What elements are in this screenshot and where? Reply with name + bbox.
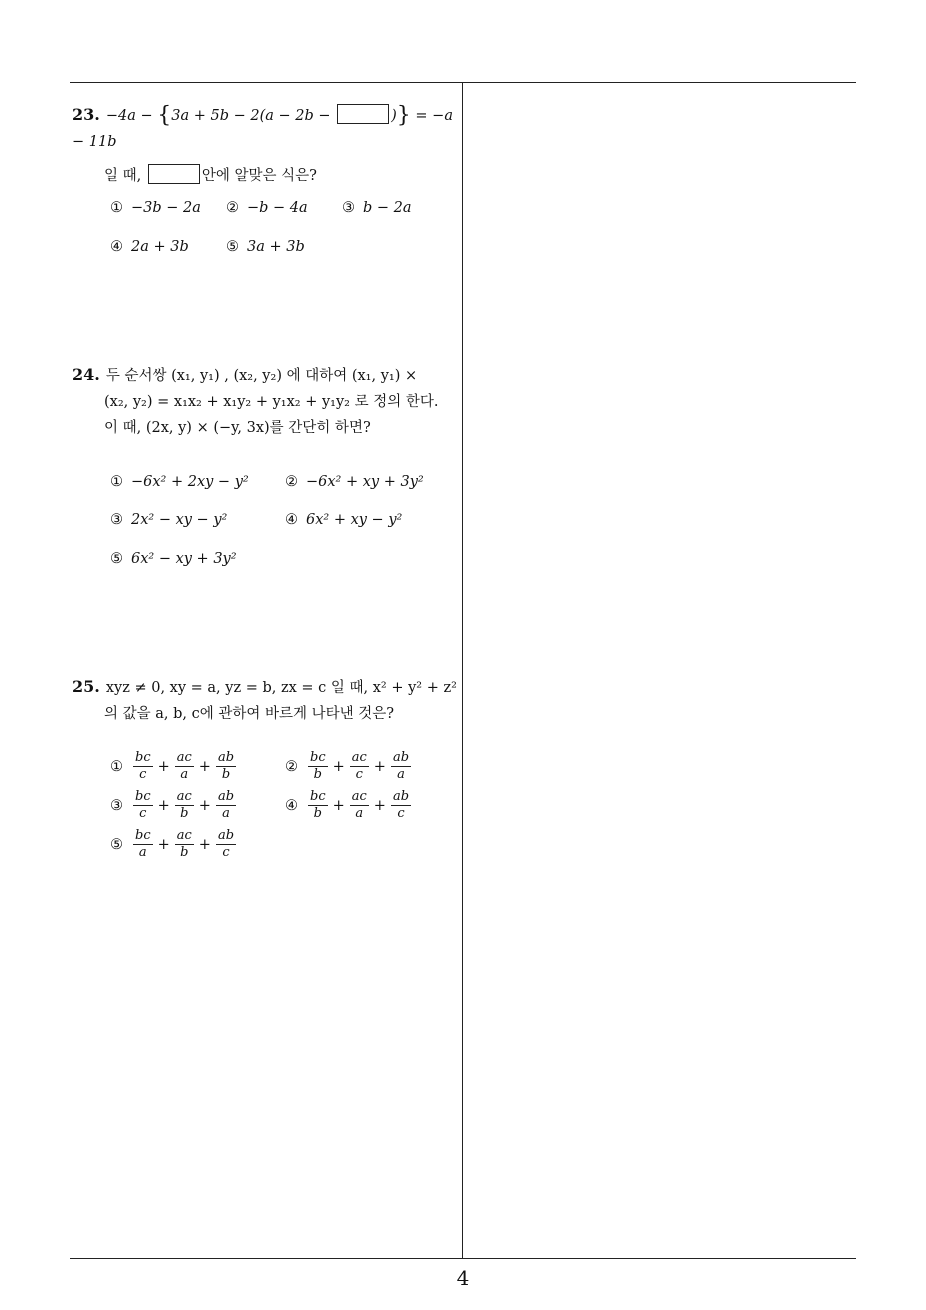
denominator: c: [222, 845, 230, 860]
fraction: [175, 750, 194, 783]
plus-sign: +: [373, 758, 386, 775]
choice-3[interactable]: [110, 789, 238, 822]
choice-mark: ③: [110, 797, 123, 814]
numerator: ac: [176, 828, 192, 843]
choice-5[interactable]: [110, 828, 238, 861]
question-24: [72, 362, 460, 441]
choice-4[interactable]: ④ 6x² + xy − y²: [285, 512, 403, 528]
denominator: c: [139, 806, 147, 821]
choice-mark: ②: [285, 758, 298, 775]
fraction: [133, 789, 153, 822]
numerator: ab: [392, 750, 410, 765]
choice-1[interactable]: ① −3b − 2a: [110, 200, 201, 216]
denominator: c: [355, 767, 363, 782]
choice-5[interactable]: ⑤ 3a + 3b: [226, 239, 305, 255]
numerator: ac: [176, 750, 192, 765]
fraction: [133, 750, 153, 783]
numerator: bc: [135, 750, 151, 765]
fraction: [308, 750, 328, 783]
fraction: [133, 828, 153, 861]
numerator: bc: [135, 828, 151, 843]
fraction: [308, 789, 328, 822]
numerator: ac: [176, 789, 192, 804]
page-number: 4: [456, 1266, 470, 1290]
plus-sign: +: [157, 758, 170, 775]
column-divider: [462, 82, 463, 1259]
numerator: ab: [217, 750, 235, 765]
fraction: [350, 750, 369, 783]
fraction: [391, 750, 411, 783]
plus-sign: +: [198, 758, 211, 775]
denominator: a: [222, 806, 230, 821]
numerator: ab: [392, 789, 410, 804]
denominator: a: [355, 806, 364, 821]
denominator: b: [221, 767, 231, 782]
fraction: [216, 828, 236, 861]
denominator: a: [138, 845, 147, 860]
question-25-line-1: 25. xyz ≠ 0, xy = a, yz = b, zx = c 일 때, x² + y² + z²: [72, 677, 457, 696]
plus-sign: +: [198, 836, 211, 853]
plus-sign: +: [373, 797, 386, 814]
numerator: ab: [217, 828, 235, 843]
fraction: [175, 789, 194, 822]
denominator: a: [397, 767, 405, 782]
plus-sign: +: [157, 797, 170, 814]
choice-4[interactable]: ④ 2a + 3b: [110, 239, 189, 255]
fraction: [216, 750, 236, 783]
bottom-rule: [70, 1258, 856, 1259]
choice-3[interactable]: ③ b − 2a: [342, 200, 412, 216]
numerator: ac: [351, 789, 367, 804]
numerator: bc: [310, 789, 326, 804]
question-23-line-1: 23. −4a − {3a + 5b − 2(a − 2b − )} = −a − 11b: [72, 103, 453, 150]
choice-1[interactable]: [110, 750, 238, 783]
numerator: ab: [217, 789, 235, 804]
plus-sign: +: [332, 797, 345, 814]
question-25: [72, 674, 460, 727]
numerator: bc: [310, 750, 326, 765]
denominator: c: [139, 767, 147, 782]
answer-blank-box: [148, 164, 200, 184]
question-23-line-2: 일 때, 안에 알맞은 식은?: [72, 163, 460, 189]
fraction: [350, 789, 369, 822]
denominator: b: [313, 806, 322, 821]
numerator: ac: [351, 750, 367, 765]
denominator: a: [180, 767, 189, 782]
choice-mark: ⑤: [110, 836, 123, 853]
question-number: 24.: [72, 365, 100, 384]
plus-sign: +: [332, 758, 345, 775]
question-23: [72, 102, 460, 189]
choice-mark: ①: [110, 758, 123, 775]
choice-4[interactable]: [285, 789, 413, 822]
denominator: b: [180, 845, 189, 860]
top-rule: [70, 82, 856, 83]
plus-sign: +: [198, 797, 211, 814]
denominator: b: [313, 767, 322, 782]
denominator: b: [180, 806, 189, 821]
question-25-line-2: 의 값을 a, b, c에 관하여 바르게 나타낸 것은?: [104, 706, 395, 722]
plus-sign: +: [157, 836, 170, 853]
denominator: c: [397, 806, 405, 821]
fraction: [175, 828, 194, 861]
choice-3[interactable]: ③ 2x² − xy − y²: [110, 512, 228, 528]
choice-2[interactable]: ② −6x² + xy + 3y²: [285, 474, 424, 490]
choice-mark: ④: [285, 797, 298, 814]
fraction: [216, 789, 236, 822]
choice-5[interactable]: ⑤ 6x² − xy + 3y²: [110, 551, 237, 567]
fraction: [391, 789, 411, 822]
question-24-line-2: (x₂, y₂) = x₁x₂ + x₁y₂ + y₁x₂ + y₁y₂ 로 정의 한다.: [104, 394, 439, 410]
question-24-line-1: 24. 두 순서쌍 (x₁, y₁) , (x₂, y₂) 에 대하여 (x₁, y₁) ×: [72, 365, 418, 384]
question-24-line-3: 이 때, (2x, y) × (−y, 3x)를 간단히 하면?: [104, 420, 371, 436]
question-number: 25.: [72, 677, 100, 696]
question-number: 23.: [72, 105, 100, 124]
choice-1[interactable]: ① −6x² + 2xy − y²: [110, 474, 249, 490]
numerator: bc: [135, 789, 151, 804]
choice-2[interactable]: ② −b − 4a: [226, 200, 308, 216]
answer-blank-box: [337, 104, 389, 124]
choice-2[interactable]: [285, 750, 413, 783]
